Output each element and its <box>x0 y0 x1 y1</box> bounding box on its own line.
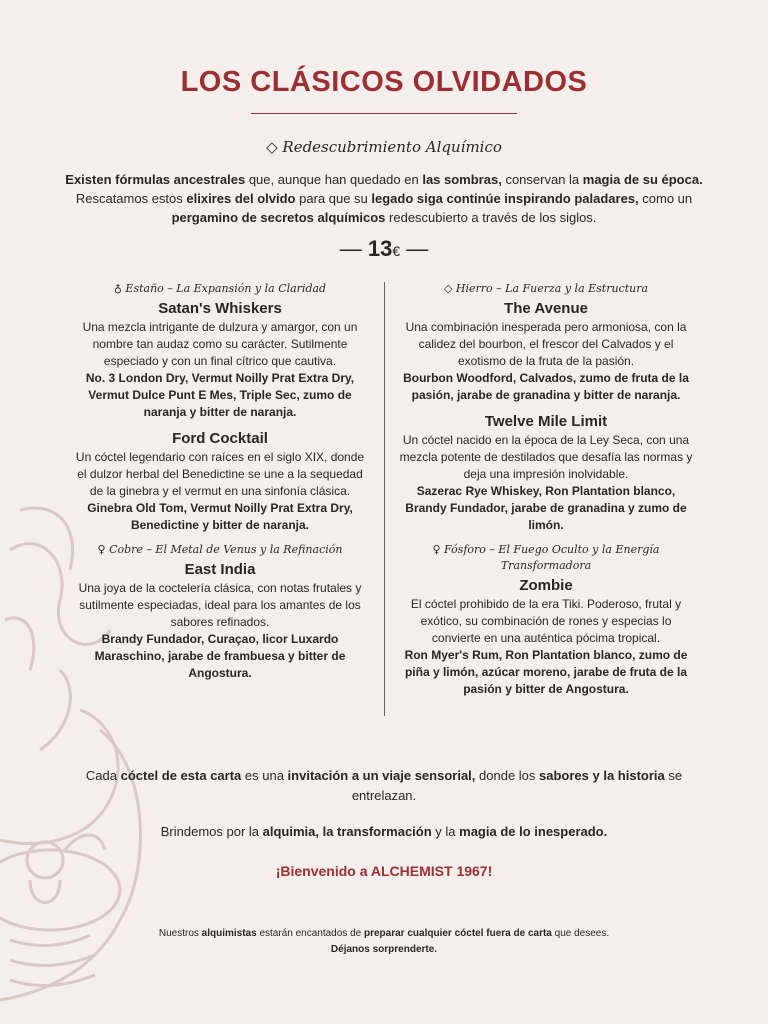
cocktail-name: The Avenue <box>504 300 588 317</box>
cocktail-description: Un cóctel legendario con raíces en el siglo XIX, donde el dulzor herbal del Benedictine se une a la sequedad de la ginebra y el vermut en una sinfonía clásica. <box>75 450 365 498</box>
intro-text: legado siga continúe inspirando paladares, <box>371 191 639 206</box>
note-text: Déjanos sorprenderte. <box>330 944 438 955</box>
page-title: LOS CLÁSICOS OLVIDADOS <box>180 66 588 98</box>
cocktail-description: Una joya de la coctelería clásica, con notas frutales y sutilmente especiadas, ideal para los amantes de los sabores refinados. <box>78 581 362 629</box>
outro-text: Brindemos por la <box>160 824 263 839</box>
outro-text: magia de lo inesperado. <box>459 824 608 839</box>
cocktail-item <box>70 281 370 421</box>
note-text: Nuestros <box>158 928 202 939</box>
cocktail-ingredients: Sazerac Rye Whiskey, Ron Plantation blanco, Brandy Fundador, jarabe de granadina y zumo de limón. <box>405 484 687 532</box>
cocktail-ingredients: Ginebra Old Tom, Vermut Noilly Prat Extra Dry, Benedictine y bitter de naranja. <box>87 501 353 532</box>
intro-text: pergamino de secretos alquímicos <box>171 210 386 225</box>
outro-text: y la <box>431 824 460 839</box>
intro-text: las sombras, <box>422 172 502 187</box>
cocktail-item <box>70 542 370 682</box>
price-amount: 13 <box>367 236 393 261</box>
cocktail-item <box>396 412 696 534</box>
outro-text: sabores y la historia <box>539 768 665 783</box>
price-dash: — <box>400 236 429 261</box>
right-column <box>396 281 696 706</box>
intro-text: como un <box>638 191 693 206</box>
cocktail-name: Twelve Mile Limit <box>484 413 608 430</box>
cocktail-ingredients: Brandy Fundador, Curaçao, licor Luxardo Maraschino, jarabe de frambuesa y bitter de Angostura. <box>94 632 346 680</box>
intro-text: elixires del olvido <box>186 191 296 206</box>
intro-text: Existen fórmulas ancestrales <box>65 172 246 187</box>
cocktail-item <box>396 281 696 404</box>
title-underline <box>251 113 517 114</box>
note-text: estarán encantados de <box>256 928 364 939</box>
column-divider <box>384 282 385 716</box>
outro-text: donde los <box>475 768 540 783</box>
cocktail-item <box>396 542 696 698</box>
outro-paragraph-1 <box>60 766 708 806</box>
cocktail-name: Zombie <box>519 577 573 594</box>
outro-text: es una <box>241 768 288 783</box>
section-subtitle: ◇ Redescubrimiento Alquímico <box>266 138 502 156</box>
note-text: que desees. <box>551 928 610 939</box>
price-currency: € <box>392 243 401 259</box>
element-heading: ♀ Cobre – El Metal de Venus y la Refinación <box>97 543 343 556</box>
intro-text: que, aunque han quedado en <box>245 172 423 187</box>
outro-text: alquimia, la transformación <box>262 824 432 839</box>
element-heading: ◇ Hierro – La Fuerza y la Estructura <box>443 282 649 295</box>
intro-text: Rescatamos estos <box>75 191 187 206</box>
outro-text: cóctel de esta carta <box>120 768 242 783</box>
welcome-line <box>60 861 708 882</box>
welcome-text: ¡Bienvenido a ALCHEMIST 1967! <box>275 863 493 879</box>
cocktail-name: Ford Cocktail <box>172 430 268 447</box>
intro-text: para que su <box>295 191 372 206</box>
left-column <box>70 281 370 690</box>
cocktail-ingredients: Bourbon Woodford, Calvados, zumo de fruta de la pasión, jarabe de granadina y bitter de naranja. <box>403 371 689 402</box>
outro-paragraph-2 <box>60 822 708 842</box>
intro-text: conservan la <box>501 172 583 187</box>
cocktail-name: Satan's Whiskers <box>158 300 282 317</box>
intro-paragraph <box>60 170 708 227</box>
outro-text: Cada <box>85 768 121 783</box>
cocktail-ingredients: No. 3 London Dry, Vermut Noilly Prat Extra Dry, Vermut Dulce Punt E Mes, Triple Sec, zumo de naranja y bitter de naranja. <box>85 371 355 419</box>
element-heading: ♁ Estaño – La Expansión y la Claridad <box>113 282 327 295</box>
price-tag <box>0 236 768 262</box>
intro-text: magia de su época. <box>582 172 703 187</box>
cocktail-description: Una mezcla intrigante de dulzura y amargor, con un nombre tan audaz como su carácter. Sutilmente especiado y con un final cítrico que cautiva. <box>82 320 358 368</box>
cocktail-item <box>70 429 370 534</box>
element-heading: ♀ Fósforo – El Fuego Oculto y la Energía Transformadora <box>432 543 660 572</box>
cocktail-name: East India <box>184 561 256 578</box>
outro-text: invitación a un viaje sensorial, <box>287 768 476 783</box>
cocktail-description: Un cóctel nacido en la época de la Ley Seca, con una mezcla potente de destilados que desafía las normas y deja una impresión inolvidable. <box>399 433 693 481</box>
cocktail-description: Una combinación inesperada pero armoniosa, con la calidez del bourbon, el frescor del Calvados y el exotismo de la fruta de la pasión. <box>405 320 687 368</box>
note-text: alquimistas <box>201 928 257 939</box>
outro-text: se entrelazan. <box>351 768 683 803</box>
price-dash: — <box>339 236 368 261</box>
intro-text: redescubierto a través de los siglos. <box>385 210 597 225</box>
note-text: preparar cualquier cóctel fuera de carta <box>364 928 552 939</box>
cocktail-description: El cóctel prohibido de la era Tiki. Poderoso, frutal y exótico, su combinación de rones y especias lo convierte en una auténtica pócima tropical. <box>410 597 682 645</box>
cocktail-ingredients: Ron Myer's Rum, Ron Plantation blanco, zumo de piña y limón, azúcar moreno, jarabe de fruta de la pasión y bitter de Angostura. <box>404 648 688 696</box>
footer-note <box>60 926 708 958</box>
